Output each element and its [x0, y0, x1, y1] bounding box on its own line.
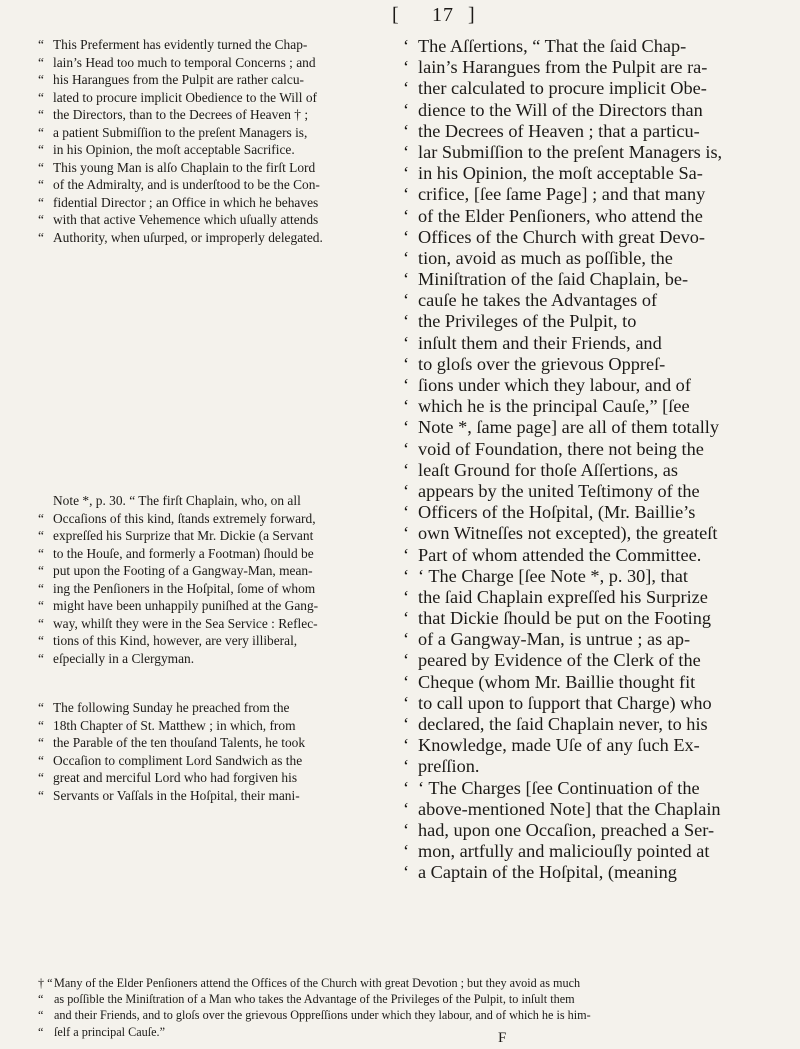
line-text: the Parable of the ten thouſand Talents, he took [53, 735, 306, 750]
quote-mark: “ [38, 700, 44, 715]
quote-mark: ‘ [403, 205, 410, 226]
text-line [38, 632, 390, 650]
quote-mark: “ [38, 194, 44, 210]
text-line [403, 184, 783, 205]
line-text: to the Houſe, and formerly a Footman) ſhould be [53, 545, 314, 561]
quote-mark: ‘ [403, 120, 410, 141]
quote-mark: “ [38, 54, 44, 70]
line-text: the Privileges of the Pulpit, to [418, 311, 637, 332]
line-text: of the Elder Penſioners, who attend the [418, 205, 703, 226]
text-line [38, 699, 390, 717]
text-line [403, 36, 783, 57]
text-line [38, 975, 783, 991]
text-line [403, 608, 783, 629]
line-text: Officers of the Hoſpital, (Mr. Baillie’s [418, 502, 696, 523]
quote-mark: “ [38, 528, 44, 543]
text-line [38, 615, 390, 633]
line-text: lain’s Head too much to temporal Concerns ; and [53, 54, 316, 70]
quote-mark: ‘ [403, 714, 410, 734]
quote-mark: ‘ [403, 756, 410, 777]
page-bracket-close: ] [468, 4, 476, 26]
text-line [403, 523, 783, 544]
line-text: had, upon one Occaſion, preached a Ser- [418, 819, 715, 840]
quote-mark: ‘ [403, 375, 410, 395]
quote-mark: “ [38, 107, 44, 122]
quote-mark: ‘ [403, 502, 410, 523]
quote-mark: ‘ [403, 163, 410, 184]
line-text: and their Friends, and to gloſs over the grievous Oppreſſions under which they labour, and of which he is him- [54, 1008, 591, 1023]
line-text: The Aſſertions, “ That the ſaid Chap- [418, 36, 687, 56]
text-line [38, 89, 390, 107]
line-text: crifice, [ſee ſame Page] ; and that many [418, 184, 706, 205]
text-line [403, 841, 783, 862]
quote-mark: ‘ [403, 523, 410, 544]
line-text: appears by the united Teſtimony of the [418, 480, 700, 501]
quote-mark: ‘ [403, 269, 410, 290]
quote-mark: “ [38, 177, 44, 192]
line-text: void of Foundation, there not being the [418, 438, 704, 459]
quote-mark: “ [38, 510, 44, 526]
text-line [403, 57, 783, 78]
line-text: as poſſible the Miniſtration of a Man who takes the Advantage of the Privileges of the Pulpit, to inſult them [54, 992, 575, 1007]
line-text: lain’s Harangues from the Pulpit are ra- [418, 57, 708, 78]
line-text: Offices of the Church with great Devo- [418, 226, 705, 247]
text-line [403, 778, 783, 799]
quote-mark: “ [38, 992, 44, 1007]
text-line [403, 545, 783, 566]
page-bracket: [ [392, 4, 400, 26]
text-line [403, 566, 783, 587]
page-header [0, 4, 800, 28]
text-line [403, 121, 783, 142]
text-line [38, 229, 390, 247]
line-text: with that active Vehemence which uſually attends [53, 212, 319, 227]
quote-mark: “ [38, 159, 44, 175]
text-line [403, 650, 783, 671]
quote-mark: ‘ [403, 438, 410, 459]
text-line [38, 527, 390, 545]
line-text: ſelf a principal Cauſe.” [54, 1024, 165, 1039]
quote-mark: ‘ [403, 565, 410, 586]
quote-mark: ‘ [403, 692, 410, 713]
quote-mark: “ [38, 598, 44, 613]
line-text: tions of this Kind, however, are very illiberal, [53, 633, 298, 648]
line-text: Many of the Elder Penſioners attend the Offices of the Church with great Devotion ; but they avoid as much [54, 976, 581, 990]
line-text: above-mentioned Note] that the Chaplain [418, 798, 721, 819]
text-line [403, 672, 783, 693]
text-line [403, 460, 783, 481]
line-text: the ſaid Chaplain expreſſed his Surprize [418, 586, 708, 607]
text-line [38, 194, 390, 212]
line-text: mon, artfully and maliciouſly pointed at [418, 841, 710, 862]
text-line [403, 290, 783, 311]
left-column-note [38, 492, 390, 667]
text-line [403, 269, 783, 290]
line-text: Knowledge, made Uſe of any ſuch Ex- [418, 735, 700, 756]
text-line [38, 717, 390, 735]
quote-mark: ‘ [403, 311, 410, 332]
line-text: own Witneſſes not excepted), the greateſt [418, 523, 718, 544]
text-line [403, 417, 783, 438]
line-text: eſpecially in a Clergyman. [53, 650, 195, 666]
quote-mark: ‘ [403, 671, 410, 692]
line-text: of a Gangway-Man, is untrue ; as ap- [418, 629, 691, 650]
quote-mark: ‘ [403, 36, 410, 56]
quote-mark: “ [38, 787, 44, 803]
line-text: This Preferment has evidently turned the Chap- [53, 37, 308, 52]
text-line [38, 159, 390, 177]
quote-mark: ‘ [403, 247, 410, 268]
line-text: fidential Director ; an Office in which he behaves [53, 194, 319, 210]
quote-mark: ‘ [403, 57, 410, 78]
text-line [38, 176, 390, 194]
line-text: dience to the Will of the Directors than [418, 99, 703, 120]
line-text: lated to procure implicit Obedience to the Will of [53, 89, 317, 105]
quote-mark: ‘ [403, 332, 410, 353]
line-text: a Captain of the Hoſpital, (meaning [418, 862, 677, 883]
quote-mark: ‘ [403, 735, 410, 756]
quote-mark: “ [38, 717, 44, 733]
text-line [403, 311, 783, 332]
text-line [403, 862, 783, 883]
text-line [403, 820, 783, 841]
quote-mark: ‘ [403, 141, 410, 162]
line-text: This young Man is alſo Chaplain to the firſt Lord [53, 159, 316, 175]
line-text: Miniſtration of the ſaid Chaplain, be- [418, 269, 689, 290]
text-line [38, 580, 390, 598]
text-line [403, 735, 783, 756]
quote-mark: “ [38, 545, 44, 561]
quote-mark: “ [38, 142, 44, 157]
line-text: in his Opinion, the moſt acceptable Sacrifice. [53, 142, 295, 157]
quote-mark: “ [38, 650, 44, 666]
text-line [38, 54, 390, 72]
text-line [403, 142, 783, 163]
quote-mark: “ [38, 735, 44, 750]
line-text: might have been unhappily puniſhed at the Gang- [53, 598, 319, 613]
quote-mark: ‘ [403, 629, 410, 650]
line-text: Authority, when uſurped, or improperly delegated. [53, 229, 323, 245]
text-line [38, 991, 783, 1007]
quote-mark: ‘ [403, 459, 410, 480]
quote-mark: ‘ [403, 586, 410, 607]
line-text: ſions under which they labour, and of [418, 375, 691, 395]
quote-mark: ‘ [403, 480, 410, 501]
line-text: that Dickie ſhould be put on the Footing [418, 608, 711, 629]
quote-mark: “ [38, 770, 44, 785]
line-text: his Harangues from the Pulpit are rather calcu- [53, 72, 304, 87]
text-line [38, 752, 390, 770]
quote-mark: ‘ [403, 608, 410, 629]
quote-mark: ‘ [403, 396, 410, 417]
line-text: which he is the principal Cauſe,” [ſee [418, 396, 690, 417]
quote-mark: “ [38, 615, 44, 631]
line-text: put upon the Footing of a Gangway-Man, mean- [53, 563, 313, 578]
line-text: Note *, p. 30. “ The firſt Chaplain, who, on all [53, 493, 301, 508]
quote-mark: ‘ [403, 777, 410, 798]
line-text: tion, avoid as much as poſſible, the [418, 247, 673, 268]
footnote [38, 975, 783, 1040]
line-text: expreſſed his Surprize that Mr. Dickie (a Servant [53, 528, 314, 543]
text-line [403, 502, 783, 523]
text-line [403, 78, 783, 99]
quote-mark: ‘ [403, 99, 410, 120]
text-line [403, 248, 783, 269]
quote-mark: “ [38, 89, 44, 105]
text-line [403, 799, 783, 820]
text-line [38, 36, 390, 54]
quote-mark: ‘ [403, 650, 410, 671]
line-text: to gloſs over the grievous Oppreſ- [418, 353, 666, 374]
line-text: Note *, ſame page] are all of them totally [418, 417, 720, 438]
line-text: way, whilſt they were in the Sea Service : Reflec- [53, 615, 318, 631]
text-line [403, 756, 783, 777]
line-text: the Directors, than to the Decrees of Heaven † ; [53, 107, 309, 122]
text-line [403, 375, 783, 396]
quote-mark: ‘ [403, 544, 410, 565]
line-text: ‘ The Charge [ſee Note *, p. 30], that [418, 565, 688, 586]
line-text: in his Opinion, the moſt acceptable Sa- [418, 163, 703, 184]
left-column-sermon [38, 699, 390, 804]
text-line [403, 481, 783, 502]
text-line [403, 693, 783, 714]
quote-mark: “ [38, 37, 44, 52]
text-line [403, 333, 783, 354]
text-line [38, 211, 390, 229]
text-line [403, 439, 783, 460]
quote-mark: “ [38, 752, 44, 768]
text-line [38, 492, 390, 510]
quote-mark: † “ [38, 976, 53, 990]
signature-mark: F [498, 1030, 507, 1046]
quote-mark: “ [38, 563, 44, 578]
text-line [38, 650, 390, 668]
text-line [38, 1007, 783, 1023]
text-line [38, 597, 390, 615]
line-text: preſſion. [418, 756, 480, 777]
line-text: inſult them and their Friends, and [418, 332, 662, 353]
text-line [38, 510, 390, 528]
quote-mark: “ [38, 1024, 44, 1039]
text-line [403, 206, 783, 227]
line-text: the Decrees of Heaven ; that a particu- [418, 120, 700, 141]
text-line [403, 354, 783, 375]
text-line [38, 1024, 783, 1040]
text-line [38, 71, 390, 89]
text-line [38, 562, 390, 580]
quote-mark: ‘ [403, 417, 410, 438]
text-line [403, 163, 783, 184]
quote-mark: ‘ [403, 862, 410, 883]
line-text: leaſt Ground for thoſe Aſſertions, as [418, 459, 678, 480]
line-text: cauſe he takes the Advantages of [418, 290, 658, 311]
line-text: to call upon to ſupport that Charge) who [418, 692, 712, 713]
quote-mark: “ [38, 1008, 44, 1023]
quote-mark: “ [38, 212, 44, 227]
line-text: Occaſions of this kind, ſtands extremely forward, [53, 510, 316, 526]
quote-mark: ‘ [403, 78, 410, 99]
text-line [403, 227, 783, 248]
text-line [403, 396, 783, 417]
text-line [38, 787, 390, 805]
right-column-text [403, 36, 783, 884]
line-text: great and merciful Lord who had forgiven his [53, 770, 298, 785]
line-text: of the Admiralty, and is underſtood to be the Con- [53, 177, 320, 192]
line-text: ‘ The Charges [ſee Continuation of the [418, 777, 700, 798]
text-line [38, 769, 390, 787]
quote-mark: ‘ [403, 290, 410, 311]
text-line [38, 106, 390, 124]
line-text: ing the Penſioners in the Hoſpital, ſome of whom [53, 580, 316, 596]
line-text: declared, the ſaid Chaplain never, to his [418, 714, 708, 734]
quote-mark: ‘ [403, 841, 410, 862]
left-column-quote [38, 36, 390, 246]
quote-mark: “ [38, 124, 44, 140]
text-line [38, 545, 390, 563]
line-text: 18th Chapter of St. Matthew ; in which, from [53, 717, 296, 733]
line-text: The following Sunday he preached from the [53, 700, 290, 715]
line-text: peared by Evidence of the Clerk of the [418, 650, 701, 671]
line-text: a patient Submiſſion to the preſent Managers is, [53, 124, 308, 140]
line-text: lar Submiſſion to the preſent Managers is, [418, 141, 723, 162]
quote-mark: “ [38, 633, 44, 648]
text-line [403, 587, 783, 608]
text-line [403, 714, 783, 735]
page-number: 17 [432, 4, 454, 26]
quote-mark: “ [38, 72, 44, 87]
quote-mark: “ [38, 580, 44, 596]
text-line [38, 734, 390, 752]
line-text: ther calculated to procure implicit Obe- [418, 78, 707, 99]
quote-mark: ‘ [403, 184, 410, 205]
quote-mark: “ [38, 229, 44, 245]
text-line [38, 141, 390, 159]
quote-mark: ‘ [403, 819, 410, 840]
text-line [403, 629, 783, 650]
quote-mark: ‘ [403, 353, 410, 374]
line-text: Servants or Vaſſals in the Hoſpital, their mani- [53, 787, 300, 803]
text-line [38, 124, 390, 142]
quote-mark: ‘ [403, 226, 410, 247]
text-line [403, 100, 783, 121]
quote-mark: ‘ [403, 798, 410, 819]
line-text: Part of whom attended the Committee. [418, 544, 702, 565]
line-text: Cheque (whom Mr. Baillie thought fit [418, 671, 696, 692]
line-text: Occaſion to compliment Lord Sandwich as the [53, 752, 303, 768]
